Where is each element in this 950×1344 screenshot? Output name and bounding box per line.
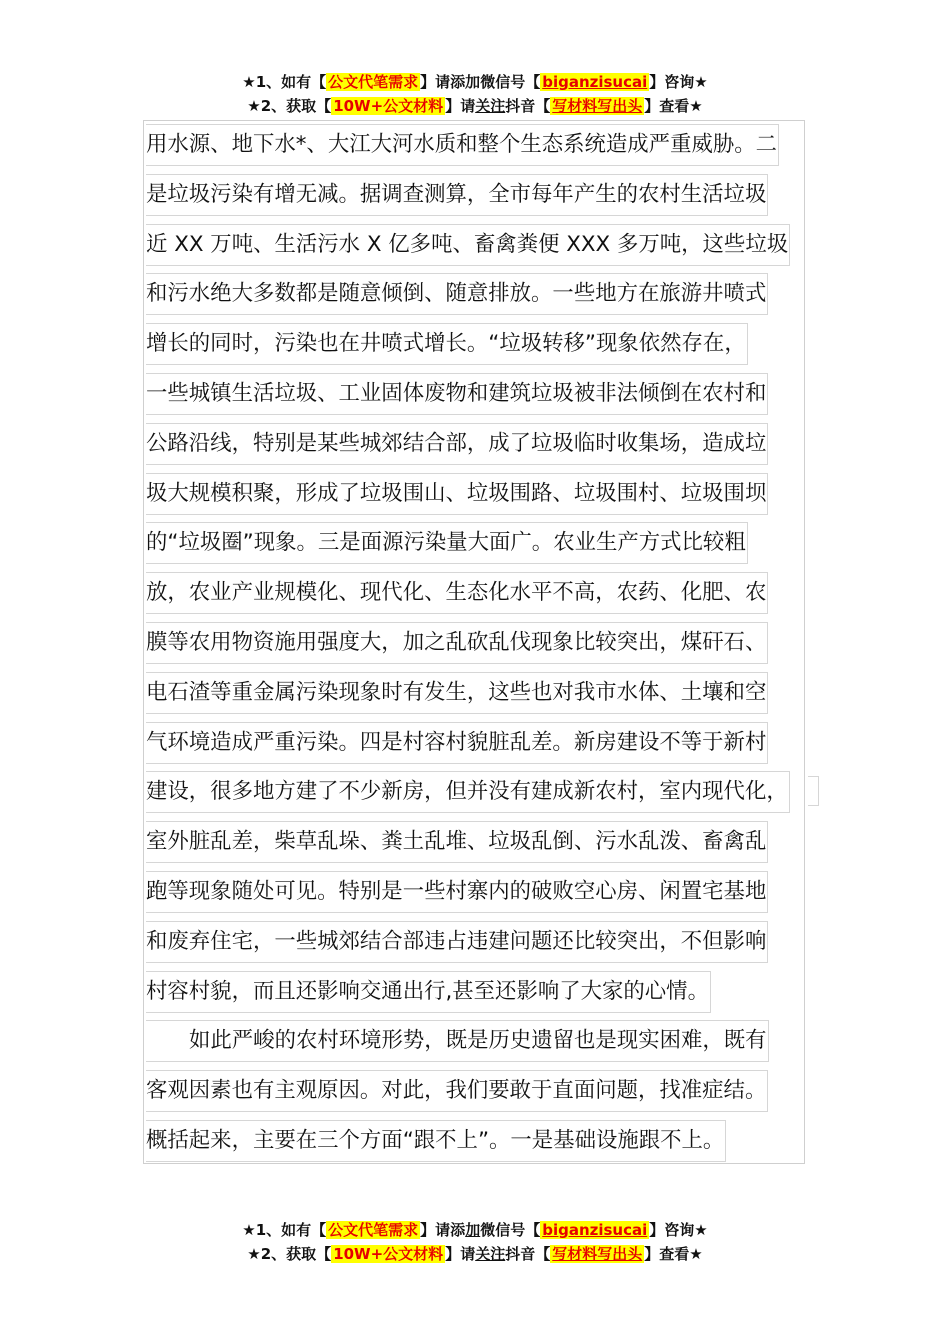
text-line: 一些城镇生活垃圾、工业固体废物和建筑垃圾被非法倾倒在农村和 — [146, 371, 816, 421]
footer-line-2: ★2、获取【 10W+公文材料 】请关注抖音【 写材料写出头 】查看★ — [247, 1245, 703, 1263]
text-line: 如此严峻的农村环境形势，既是历史遗留也是现实困难，既有 — [146, 1018, 816, 1068]
text-line: 放，农业产业规模化、现代化、生态化水平不高，农药、化肥、农 — [146, 570, 816, 620]
text-line: 气环境造成严重污染。四是村容村貌脏乱差。新房建设不等于新村 — [146, 720, 816, 770]
footer-wechat-id[interactable]: biganzisucai — [542, 1221, 648, 1239]
text-line: 村容村貌，而且还影响交通出行,甚至还影响了大家的心情。 — [146, 969, 816, 1019]
text-line: 近 XX 万吨、生活污水 X 亿多吨、畜禽粪便 XXX 多万吨，这些垃圾 — [146, 222, 816, 272]
text-line: 膜等农用物资施用强度大，加之乱砍乱伐现象比较突出，煤矸石、 — [146, 620, 816, 670]
text-line: 的“垃圾圈”现象。三是面源污染量大面广。农业生产方式比较粗 — [146, 520, 816, 570]
text-line: 跑等现象随处可见。特别是一些村寨内的破败空心房、闲置宅基地 — [146, 869, 816, 919]
text-line: 公路沿线，特别是某些城郊结合部，成了垃圾临时收集场，造成垃 — [146, 421, 816, 471]
document-body — [146, 122, 816, 1168]
footer-line-1: ★1、如有【 公文代笔需求 】请添加微信号【 biganzisucai 】咨询★ — [242, 1221, 708, 1239]
footer-banner — [0, 1218, 950, 1266]
header-highlight-materials: 10W+公文材料 — [333, 97, 444, 115]
header-douyin-account[interactable]: 写材料写出头 — [552, 97, 643, 115]
text-line: 和废弃住宅，一些城郊结合部违占违建问题还比较突出，不但影响 — [146, 919, 816, 969]
footer-highlight-service: 公文代笔需求 — [328, 1221, 419, 1239]
footer-douyin-account[interactable]: 写材料写出头 — [552, 1245, 643, 1263]
header-highlight-service: 公文代笔需求 — [328, 73, 419, 91]
header-line-2: ★2、获取【 10W+公文材料 】请关注抖音【 写材料写出头 】查看★ — [247, 97, 703, 115]
text-line: 增长的同时，污染也在井喷式增长。“垃圾转移”现象依然存在， — [146, 321, 816, 371]
text-line: 是垃圾污染有增无减。据调查测算，全市每年产生的农村生活垃圾 — [146, 172, 816, 222]
footer-highlight-materials: 10W+公文材料 — [333, 1245, 444, 1263]
text-line: 用水源、地下水*、大江大河水质和整个生态系统造成严重威胁。二 — [146, 122, 816, 172]
header-banner — [0, 70, 950, 118]
text-line: 室外脏乱差，柴草乱垛、粪土乱堆、垃圾乱倒、污水乱泼、畜禽乱 — [146, 819, 816, 869]
text-line: 客观因素也有主观原因。对此，我们要敢于直面问题，找准症结。 — [146, 1068, 816, 1118]
text-line: 电石渣等重金属污染现象时有发生，这些也对我市水体、土壤和空 — [146, 670, 816, 720]
text-line: 圾大规模积聚，形成了垃圾围山、垃圾围路、垃圾围村、垃圾围坝 — [146, 471, 816, 521]
header-wechat-id[interactable]: biganzisucai — [542, 73, 648, 91]
text-line: 概括起来，主要在三个方面“跟不上”。一是基础设施跟不上。 — [146, 1118, 816, 1168]
header-line-1: ★1、如有【 公文代笔需求 】请添加微信号【 biganzisucai 】咨询★ — [242, 73, 708, 91]
text-line: 建设，很多地方建了不少新房，但并没有建成新农村，室内现代化， — [146, 769, 816, 819]
text-line: 和污水绝大多数都是随意倾倒、随意排放。一些地方在旅游井喷式 — [146, 271, 816, 321]
